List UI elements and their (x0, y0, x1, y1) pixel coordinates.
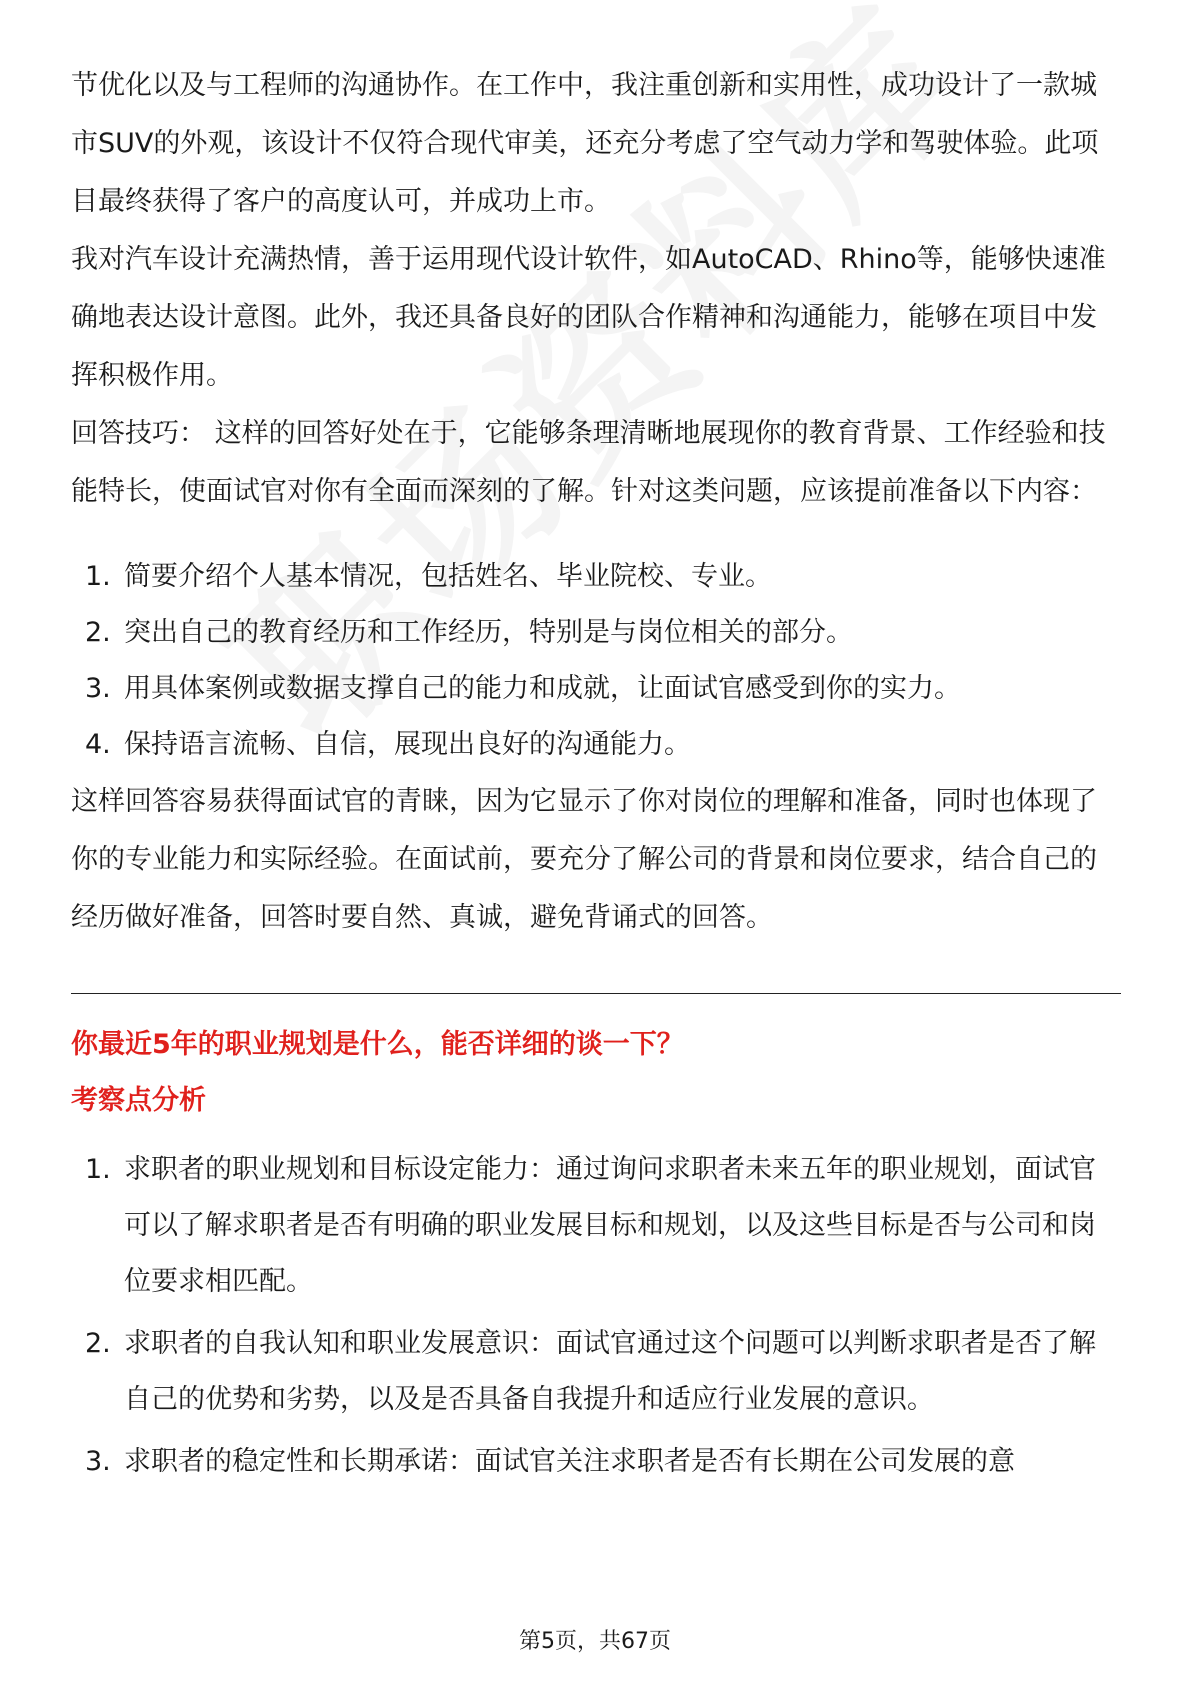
tips-list (71, 549, 1121, 773)
list-item-number: 1. (85, 561, 111, 592)
paragraph-answer-tips: 回答技巧： 这样的回答好处在于，它能够条理清晰地展现你的教育背景、工作经验和技能特长，使面试官对你有全面而深刻的了解。针对这类问题，应该提前准备以下内容： (71, 418, 1106, 507)
list-item (71, 1434, 1121, 1490)
list-item-number: 4. (85, 729, 111, 760)
list-item (71, 1142, 1121, 1310)
list-item (71, 717, 1121, 773)
analysis-subtitle: 考察点分析 (71, 1085, 206, 1116)
list-item-text: 求职者的自我认知和职业发展意识：面试官通过这个问题可以判断求职者是否了解自己的优势和劣势，以及是否具备自我提升和适应行业发展的意识。 (124, 1328, 1096, 1415)
list-item-number: 3. (85, 673, 111, 704)
paragraph-summary: 这样回答容易获得面试官的青睐，因为它显示了你对岗位的理解和准备，同时也体现了你的专业能力和实际经验。在面试前，要充分了解公司的背景和岗位要求，结合自己的经历做好准备，回答时要自然、真诚，避免背诵式的回答。 (71, 786, 1097, 933)
section-divider (71, 993, 1121, 994)
question-title: 你最近5年的职业规划是什么，能否详细的谈一下？ (71, 1029, 684, 1060)
list-item-text: 求职者的职业规划和目标设定能力：通过询问求职者未来五年的职业规划，面试官可以了解求职者是否有明确的职业发展目标和规划，以及这些目标是否与公司和岗位要求相匹配。 (124, 1154, 1096, 1297)
paragraph-continued-experience: 节优化以及与工程师的沟通协作。在工作中，我注重创新和实用性，成功设计了一款城市SUV的外观，该设计不仅符合现代审美，还充分考虑了空气动力学和驾驶体验。此项目最终获得了客户的高度认可，并成功上市。 (71, 70, 1099, 217)
list-item (71, 661, 1121, 717)
list-item-number: 3. (85, 1446, 111, 1477)
list-item-text: 求职者的稳定性和长期承诺：面试官关注求职者是否有长期在公司发展的意 (124, 1446, 1015, 1477)
list-item-text: 简要介绍个人基本情况，包括姓名、毕业院校、专业。 (124, 561, 772, 592)
list-item (71, 1316, 1121, 1428)
page-content (71, 57, 1121, 1496)
list-item-text: 用具体案例或数据支撑自己的能力和成就，让面试官感受到你的实力。 (124, 673, 961, 704)
list-item-text: 突出自己的教育经历和工作经历，特别是与岗位相关的部分。 (124, 617, 853, 648)
page-number-footer: 第5页，共67页 (519, 1629, 671, 1654)
paragraph-skills: 我对汽车设计充满热情，善于运用现代设计软件，如AutoCAD、Rhino等，能够快速准确地表达设计意图。此外，我还具备良好的团队合作精神和沟通能力，能够在项目中发挥积极作用。 (71, 244, 1106, 391)
list-item-number: 2. (85, 1328, 111, 1359)
list-item-text: 保持语言流畅、自信，展现出良好的沟通能力。 (124, 729, 691, 760)
list-item (71, 549, 1121, 605)
list-item-number: 2. (85, 617, 111, 648)
list-item-number: 1. (85, 1154, 111, 1185)
list-item (71, 605, 1121, 661)
analysis-points-list (71, 1142, 1121, 1490)
